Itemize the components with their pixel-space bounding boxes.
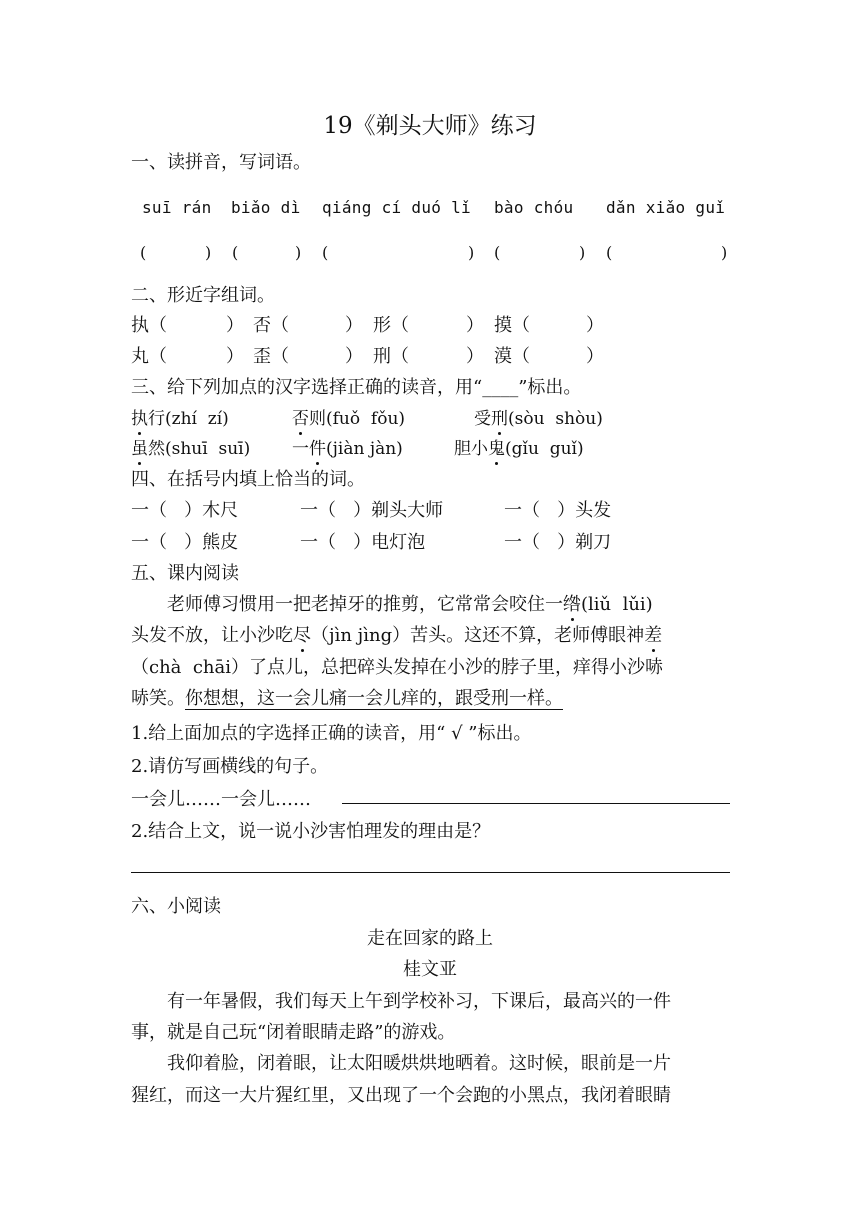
- measure-word-blank[interactable]: 一（ ）木尺: [131, 500, 239, 521]
- answer-line[interactable]: [131, 872, 730, 873]
- passage-line: 老师傅习惯用一把老掉牙的推剪，它常常会咬住一绺(liǔ lǔi): [131, 592, 653, 618]
- char-compound[interactable]: 形（: [373, 315, 409, 336]
- passage-line: 头发不放，让小沙吃尽（jìn jìng）苦头。这还不算，老师傅眼神差: [131, 623, 662, 649]
- section-1-heading: 一、读拼音，写词语。: [131, 152, 311, 173]
- char-compound[interactable]: 执（: [131, 315, 167, 336]
- reading-choice[interactable]: 执行(zhí zí): [131, 406, 229, 432]
- reading-choice[interactable]: 虽然(shuī suī): [131, 436, 250, 462]
- section-2-heading: 二、形近字组词。: [131, 285, 275, 306]
- measure-word-blank[interactable]: 一（ ）剃刀: [504, 532, 612, 553]
- answer-paren-close: ): [205, 243, 212, 262]
- page-title: 19《剃头大师》练习: [323, 113, 537, 139]
- char-compound[interactable]: 丸（: [131, 346, 167, 367]
- underlined-sentence: 你想想，这一会儿痛一会儿痒的，跟受刑一样。: [185, 688, 563, 709]
- section-3-heading: 三、给下列加点的汉字选择正确的读音，用“____”标出。: [131, 377, 582, 398]
- imitation-prompt: 一会儿……一会儿……: [131, 789, 311, 810]
- reading-choice[interactable]: 一件(jiàn jàn): [292, 436, 403, 462]
- pinyin-item: suī rán: [142, 198, 212, 217]
- char-compound[interactable]: 摸（: [494, 315, 530, 336]
- reading-choice[interactable]: 否则(fuǒ fǒu): [292, 406, 405, 432]
- answer-line[interactable]: [342, 803, 730, 804]
- answer-paren-close: ): [579, 243, 586, 262]
- pinyin-item: bào chóu: [494, 198, 574, 217]
- question-2: 2.请仿写画横线的句子。: [131, 756, 329, 777]
- paren-close: ）: [345, 346, 363, 367]
- story-title: 走在回家的路上: [367, 928, 493, 949]
- passage-line: 哧笑。你想想，这一会儿痛一会儿痒的，跟受刑一样。: [131, 688, 563, 709]
- paren-close: ）: [466, 346, 484, 367]
- answer-paren-open[interactable]: (: [232, 243, 239, 262]
- pinyin-item: dǎn xiǎo guǐ: [606, 198, 726, 217]
- answer-paren-close: ): [721, 243, 728, 262]
- measure-word-blank[interactable]: 一（ ）电灯泡: [300, 532, 426, 553]
- reading-choice[interactable]: 胆小鬼(gǐu guǐ): [454, 436, 584, 462]
- passage-line: （chà chāi）了点儿，总把碎头发掉在小沙的脖子里，痒得小沙哧: [131, 657, 664, 678]
- char-compound[interactable]: 歪（: [253, 346, 289, 367]
- paren-close: ）: [586, 346, 604, 367]
- char-compound[interactable]: 刑（: [373, 346, 409, 367]
- pinyin-item: biǎo dì: [231, 198, 301, 217]
- pinyin-item: qiáng cí duó lǐ: [322, 198, 471, 217]
- section-4-heading: 四、在括号内填上恰当的词。: [131, 469, 365, 490]
- answer-paren-open[interactable]: (: [322, 243, 329, 262]
- question-3: 2.结合上文，说一说小沙害怕理发的理由是？: [131, 821, 491, 842]
- paren-close: ）: [226, 315, 244, 336]
- answer-paren-open[interactable]: (: [494, 243, 501, 262]
- answer-paren-close: ): [468, 243, 475, 262]
- story-author: 桂文亚: [403, 959, 457, 980]
- section-6-heading: 六、小阅读: [131, 896, 221, 917]
- story-line: 有一年暑假，我们每天上午到学校补习，下课后，最高兴的一件: [167, 991, 671, 1012]
- reading-choice[interactable]: 受刑(sòu shòu): [474, 406, 603, 432]
- answer-paren-close: ): [295, 243, 302, 262]
- section-5-heading: 五、课内阅读: [131, 563, 239, 584]
- paren-close: ）: [586, 315, 604, 336]
- measure-word-blank[interactable]: 一（ ）剃头大师: [300, 500, 444, 521]
- char-compound[interactable]: 否（: [253, 315, 289, 336]
- answer-paren-open[interactable]: (: [606, 243, 613, 262]
- paren-close: ）: [466, 315, 484, 336]
- paren-close: ）: [345, 315, 363, 336]
- story-line: 事，就是自己玩“闭着眼睛走路”的游戏。: [131, 1022, 456, 1043]
- char-compound[interactable]: 漠（: [494, 346, 530, 367]
- story-line: 我仰着脸，闭着眼，让太阳暖烘烘地晒着。这时候，眼前是一片: [167, 1053, 671, 1074]
- question-1: 1.给上面加点的字选择正确的读音，用“ √ ”标出。: [131, 723, 532, 744]
- answer-paren-open[interactable]: (: [140, 243, 147, 262]
- measure-word-blank[interactable]: 一（ ）熊皮: [131, 532, 239, 553]
- paren-close: ）: [226, 346, 244, 367]
- story-line: 猩红，而这一大片猩红里，又出现了一个会跑的小黑点，我闭着眼睛: [131, 1085, 671, 1106]
- measure-word-blank[interactable]: 一（ ）头发: [504, 500, 612, 521]
